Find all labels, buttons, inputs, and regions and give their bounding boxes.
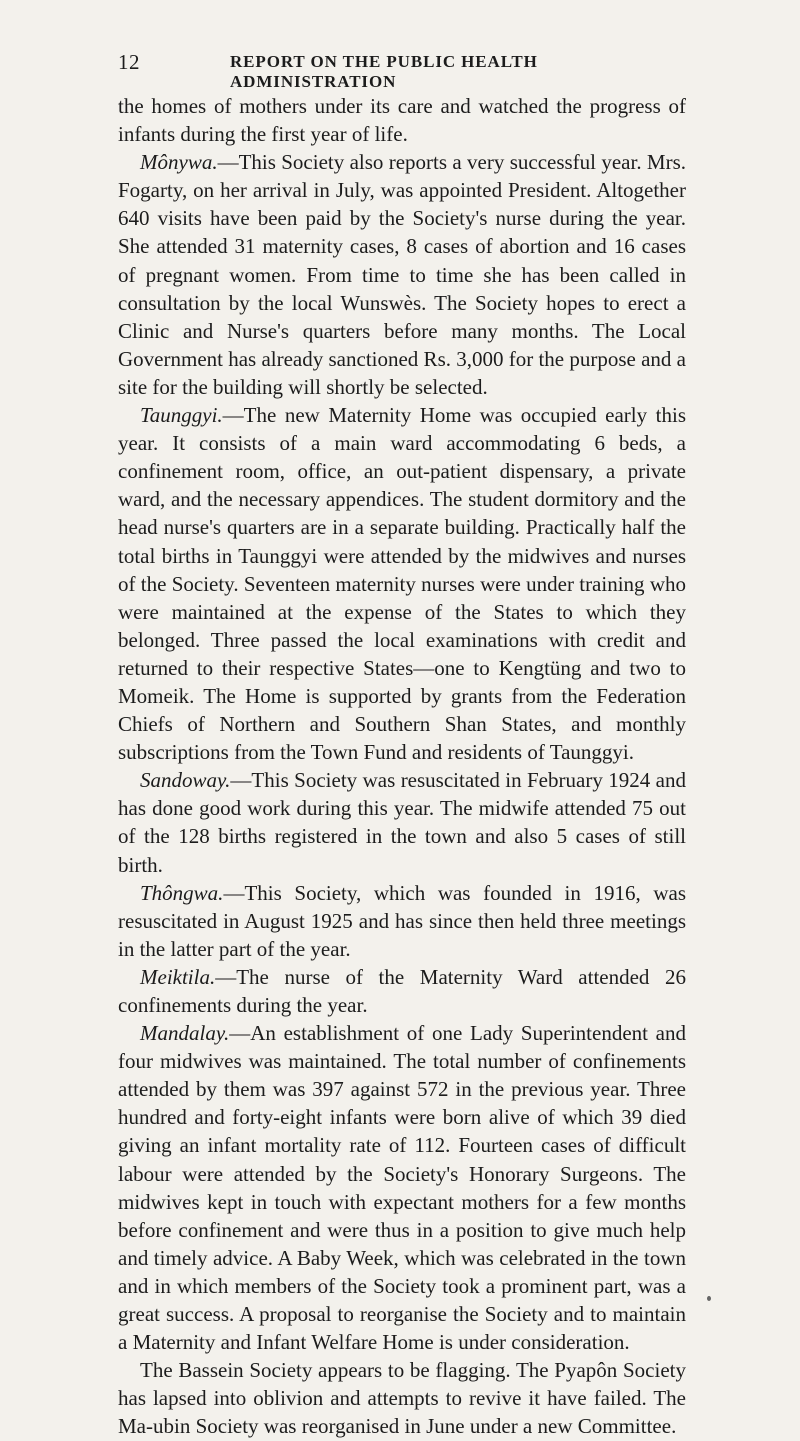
page-header: [118, 50, 692, 91]
running-head: REPORT ON THE PUBLIC HEALTH ADMINISTRATION: [230, 52, 538, 91]
paragraph-text: —The new Maternity Home was occupied early this year. It consists of a main ward accommodating 6 beds, a confinement room, office, an out-patient dispensary, a private ward, and the necessary appendices. The student dormitory and the head nurse's quarters are in a separate building. Practically half the total births in Taunggyi were attended by the midwives and nurses of the Society. Seventeen maternity nurses were under training who were maintained at the expense of the States to which they belonged. Three passed the local examinations with credit and returned to their respective States—one to Kengtüng and two to Momeik. The Home is supported by grants from the Federation Chiefs of Northern and Southern Shan States, and monthly subscriptions from the Town Fund and residents of Taunggyi.: [118, 403, 686, 765]
paragraph-text: —The nurse of the Maternity Ward attended 26 confinements during the year.: [118, 964, 686, 1017]
paragraph-continuation: [118, 92, 686, 148]
place-heading: Taunggyi.: [140, 403, 223, 428]
paragraph-thongwa: [118, 879, 686, 963]
place-heading: Mandalay.: [140, 1021, 230, 1046]
paragraph-text: The Bassein Society appears to be flagging. The Pyapôn Society has lapsed into oblivion and attempts to revive it have failed. The Ma-ubin Society was reorganised in June under a new Committee.: [118, 1358, 686, 1439]
print-speck: [707, 1296, 711, 1301]
paragraph-sandoway: [118, 766, 686, 878]
paragraph-meiktila: [118, 963, 686, 1019]
paragraph-text: —This Society, which was founded in 1916, was resuscitated in August 1925 and has since then held three meetings in the latter part of the year.: [118, 880, 686, 961]
body-text: [118, 92, 686, 1441]
page-number: 12: [118, 50, 140, 74]
place-heading: Meiktila.: [140, 964, 216, 989]
paragraph-text: —This Society was resuscitated in February 1924 and has done good work during this year. The midwife attended 75 out of the 128 births registered in the town and also 5 cases of still birth.: [118, 768, 686, 877]
place-heading: Mônywa.: [140, 150, 218, 175]
paragraph-text: —An establishment of one Lady Superintendent and four midwives was maintained. The total number of confinements attended by them was 397 against 572 in the previous year. Three hundred and forty-eight infants were born alive of which 39 died giving an infant mortality rate of 112. Fourteen cases of difficult labour were attended by the Society's Honorary Surgeons. The midwives kept in touch with expectant mothers for a few months before confinement and were thus in a position to give much help and timely advice. A Baby Week, which was celebrated in the town and in which members of the Society took a prominent part, was a great success. A proposal to reorganise the Society and to maintain a Maternity and Infant Welfare Home is under consideration.: [118, 1021, 686, 1355]
paragraph-monywa: [118, 148, 686, 401]
paragraph-bassein: [118, 1356, 686, 1440]
paragraph-mandalay: [118, 1019, 686, 1356]
paragraph-text: the homes of mothers under its care and watched the progress of infants during the first year of life.: [118, 94, 686, 147]
place-heading: Thôngwa.: [140, 880, 224, 905]
paragraph-taunggyi: [118, 401, 686, 766]
paragraph-text: —This Society also reports a very successful year. Mrs. Fogarty, on her arrival in July, was appointed President. Altogether 640 visits have been paid by the Society's nurse during the year. She attended 31 maternity cases, 8 cases of abortion and 16 cases of pregnant women. From time to time she has been called in consultation by the local Wunswès. The Society hopes to erect a Clinic and Nurse's quarters before many months. The Local Government has already sanctioned Rs. 3,000 for the purpose and a site for the building will shortly be selected.: [118, 150, 687, 399]
place-heading: Sandoway.: [140, 768, 231, 793]
